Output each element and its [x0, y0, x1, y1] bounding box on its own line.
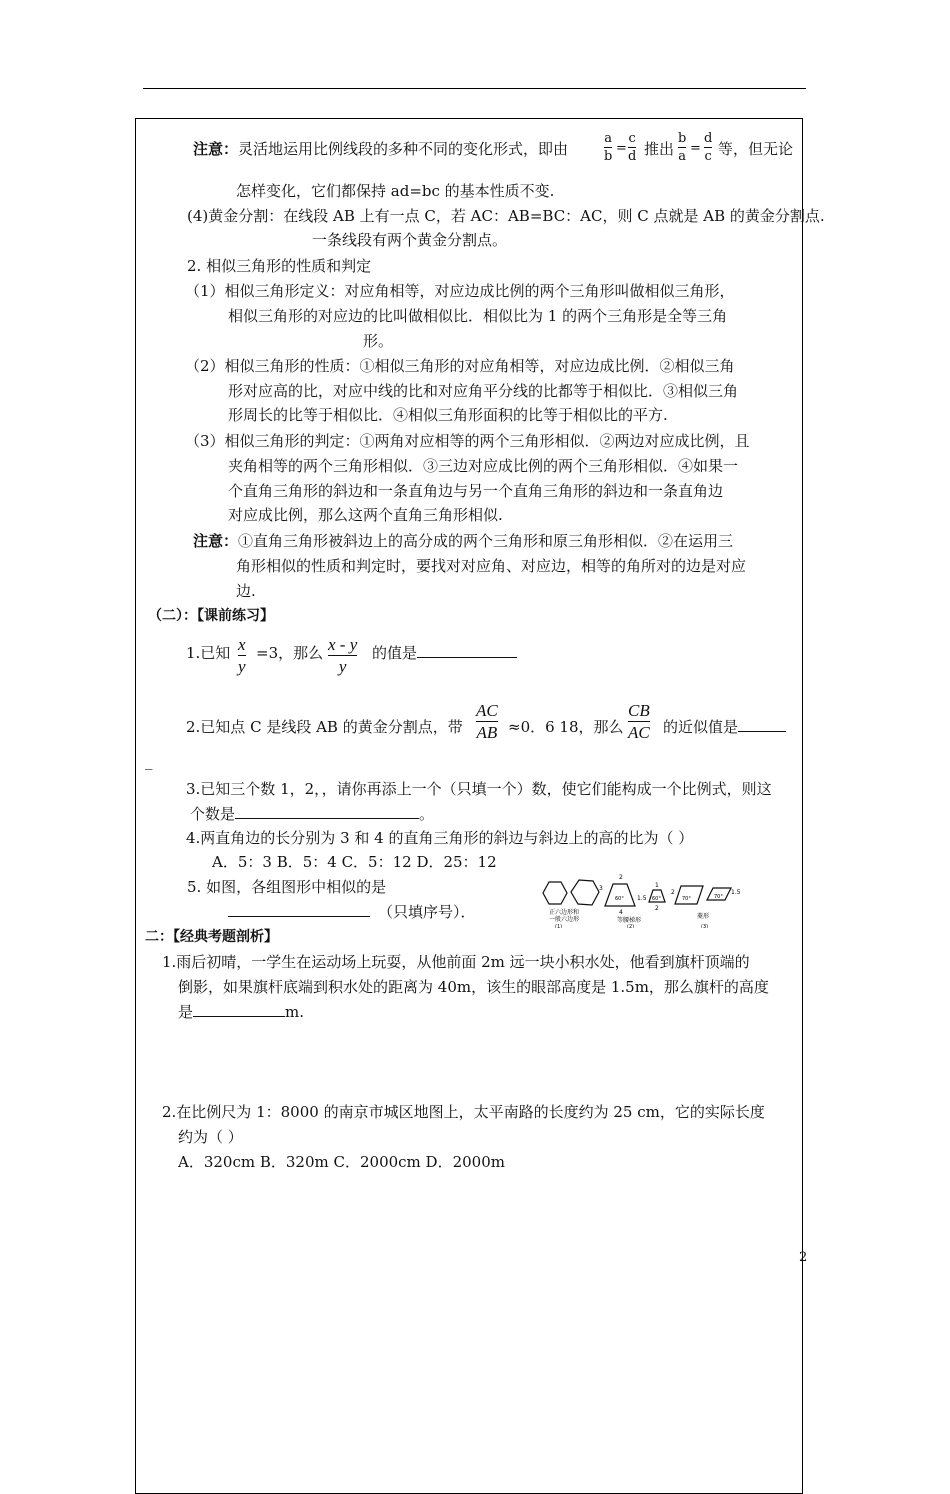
fraction-cb-ac: CB AC — [628, 701, 650, 742]
golden-line2: 一条线段有两个黄金分割点。 — [312, 231, 508, 249]
judge-line4: 对应成比例，那么这两个直角三角形相似. — [228, 506, 503, 524]
group1-label-b: 一般六边形 — [549, 916, 580, 923]
equals-sign-2: = — [690, 141, 701, 156]
rhombus1-side-label: 2 — [671, 889, 675, 896]
classic-title: 二：【经典考题剖析】 — [145, 929, 278, 945]
def-line1: （1）相似三角形定义：对应角相等，对应边成比例的两个三角形叫做相似三角形， — [185, 282, 735, 300]
note2-label: 注意： — [193, 532, 239, 550]
trapezoid-top-label: 2 — [619, 874, 623, 881]
fraction-x-y: x y — [238, 635, 246, 676]
classic-q2-line1: 2.在比例尺为 1：8000 的南京市城区地图上，太平南路的长度约为 25 cm，它的实际长度 — [162, 1103, 765, 1121]
judge-line1: （3）相似三角形的判定：①两角对应相等的两个三角形相似．②两边对应成比例，且 — [185, 432, 750, 450]
note2-line1 — [193, 530, 733, 551]
practice-title: （二）：【课前练习】 — [148, 608, 274, 624]
judge-line3: 个直角三角形的斜边和一条直角边与另一个直角三角形的斜边和一条直角边 — [228, 482, 724, 500]
classic-q1-line3: 是 m. — [178, 1003, 305, 1021]
regular-hexagon — [543, 882, 567, 904]
classic-q1-answer-blank[interactable] — [193, 1002, 285, 1017]
trapezoid-bottom-label: 4 — [619, 909, 623, 916]
group3-label: 菱形 — [697, 913, 710, 920]
small-trapezoid-angle-label: 60° — [652, 896, 661, 902]
trapezoid-side-label: 3 — [599, 885, 603, 892]
section2-title: 2. 相似三角形的性质和判定 — [187, 257, 372, 275]
golden-line1: (4)黄金分割：在线段 AB 上有一点 C，若 AC：AB=BC：AC，则 C 点就是 AB 的黄金分割点. — [187, 207, 825, 225]
similar-shapes-figure — [535, 870, 745, 928]
group1-number: (1) — [555, 924, 563, 928]
q2-tail: _ — [145, 752, 153, 770]
fraction-ac-ab: AC AB — [476, 701, 498, 742]
classic-q1-line1: 1.雨后初晴，一学生在运动场上玩耍，从他前面 2m 远一块小积水处，他看到旗杆顶端的 — [162, 953, 750, 971]
large-trapezoid — [605, 884, 635, 906]
irregular-hexagon — [571, 880, 599, 905]
q4-line1: 4.两直角边的长分别为 3 和 4 的直角三角形的斜边与斜边上的高的比为（ ） — [186, 829, 694, 847]
group3-number: (3) — [701, 924, 709, 928]
fraction-d-c: d c — [704, 131, 713, 164]
q5-line2: （只填序号）． — [228, 901, 476, 922]
fraction-b-a: b a — [678, 131, 687, 164]
prop-line2: 形对应高的比，对应中线的比和对应角平分线的比都等于相似比．③相似三角 — [228, 382, 739, 400]
note2-text: ①直角三角形被斜边上的高分成的两个三角形和原三角形相似．②在运用三 — [238, 532, 734, 550]
q3-line1: 3.已知三个数 1，2，，请你再添上一个（只填一个）数，使它们能构成一个比例式，则这 — [186, 780, 772, 798]
def-line2: 相似三角形的对应边的比叫做相似比．相似比为 1 的两个三角形是全等三角 — [228, 307, 728, 325]
q2-pre: 2.已知点 C 是线段 AB 的黄金分割点，带 — [186, 718, 463, 736]
classic-q1-line2: 倒影，如果旗杆底端到积水处的距离为 40m，该生的眼部高度是 1.5m，那么旗杆的高度 — [178, 978, 769, 996]
rhombus2-side-label: 1.5 — [731, 889, 741, 896]
note1-line2: 怎样变化，它们都保持 ad=bc 的基本性质不变. — [236, 182, 555, 200]
note2-line2: 角形相似的性质和判定时，要找对对应角、对应边，相等的角所对的边是对应 — [236, 557, 747, 575]
q5-answer-blank[interactable] — [228, 902, 370, 917]
q2-mid: ≈0．6 18，那么 — [508, 718, 624, 736]
page-number: 2 — [799, 1250, 808, 1265]
note1-text: 灵活地运用比例线段的多种不同的变化形式，即由 — [238, 140, 569, 158]
q2-answer-blank[interactable] — [738, 717, 786, 732]
q1-post: 的值是 — [372, 642, 517, 663]
note1-mid: 推出 — [644, 140, 675, 158]
prop-line1: （2）相似三角形的性质：①相似三角形的对应角相等，对应边成比例．②相似三角 — [185, 357, 735, 375]
fraction-a-b: a b — [604, 131, 613, 164]
fraction-xminusy-y: x - y y — [328, 635, 358, 676]
small-trapezoid-side-label: 1.5 — [637, 895, 647, 902]
small-trapezoid-bottom-label: 2 — [655, 905, 659, 912]
rhombus2-angle-label: 70° — [714, 894, 723, 900]
group2-number: (2) — [627, 924, 635, 928]
q1-mid: =3，那么 — [256, 644, 324, 662]
small-trapezoid-top-label: 1 — [655, 882, 659, 889]
classic-q2-line2: 约为（ ） — [178, 1128, 243, 1146]
judge-line2: 夹角相等的两个三角形相似．③三边对应成比例的两个三角形相似．④如果一 — [228, 457, 739, 475]
note2-line3: 边. — [236, 582, 256, 600]
q1-answer-blank[interactable] — [417, 643, 517, 658]
q3-line2: 个数是 。 — [190, 805, 435, 823]
q5-line1: 5. 如图，各组图形中相似的是 — [187, 878, 387, 896]
note1-tail: 等，但无论 — [718, 140, 794, 158]
rhombus1-angle-label: 70° — [682, 896, 691, 902]
fraction-c-d: c d — [628, 131, 637, 164]
group1-label-a: 正六边形和 — [549, 909, 580, 916]
trapezoid-angle-label: 60° — [615, 896, 624, 902]
classic-q2-options: A．320cm B．320m C．2000cm D．2000m — [178, 1153, 505, 1171]
group2-label: 等腰梯形 — [617, 917, 642, 924]
note-label: 注意： — [193, 140, 239, 158]
note1-line1 — [193, 138, 568, 159]
prop-line3: 形周长的比等于相似比．④相似三角形面积的比等于相似比的平方. — [228, 406, 668, 424]
header-rule — [143, 88, 806, 89]
q1-pre: 1.已知 — [186, 644, 231, 662]
q4-options: A．5：3 B．5：4 C．5：12 D．25：12 — [212, 853, 497, 871]
equals-sign: = — [616, 141, 627, 156]
q3-answer-blank[interactable] — [235, 804, 419, 819]
q2-post: 的近似值是 — [663, 716, 786, 737]
def-line3: 形。 — [363, 332, 394, 350]
